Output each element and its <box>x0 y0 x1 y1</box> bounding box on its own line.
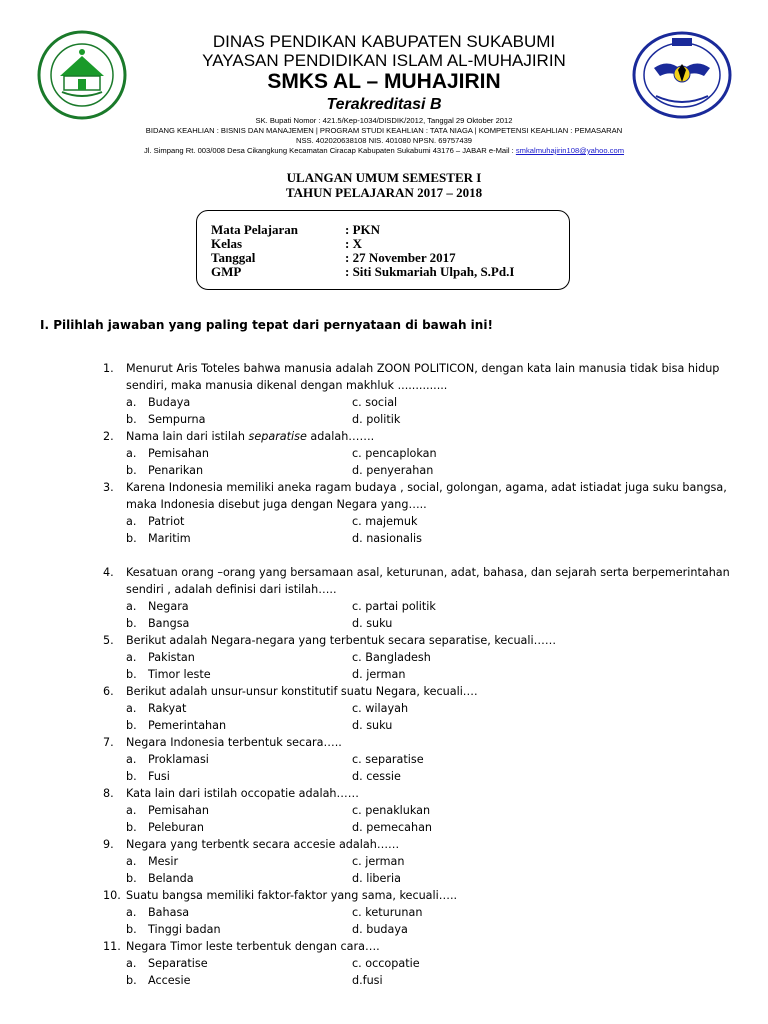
option-letter: b. <box>126 974 137 987</box>
option-d: d. jerman <box>352 668 406 681</box>
info-value: : Siti Sukmariah Ulpah, S.Pd.I <box>345 264 515 279</box>
option-b: Fusi <box>148 770 170 783</box>
option-letter: b. <box>126 923 137 936</box>
option-letter: a. <box>126 600 137 613</box>
option-c: c. keturunan <box>352 906 423 919</box>
option-a: Pemisahan <box>148 804 209 817</box>
option-a: Budaya <box>148 396 191 409</box>
question-text: Negara yang terbentk secara accesie adalah…… <box>126 838 400 851</box>
question-number: 3. <box>103 481 114 494</box>
info-label: Kelas <box>211 236 243 251</box>
school-name: SMKS AL – MUHAJIRIN <box>267 70 501 93</box>
question-term: separatise <box>248 430 307 443</box>
option-d: d. nasionalis <box>352 532 422 545</box>
question-text: Kata lain dari istilah occopatie adalah…… <box>126 787 359 800</box>
option-c: c. wilayah <box>352 702 409 715</box>
option-c: c. Bangladesh <box>352 651 431 664</box>
question-number: 11. <box>103 940 121 953</box>
info-value: : X <box>345 236 362 251</box>
option-d: d. liberia <box>352 872 401 885</box>
option-d: d. politik <box>352 413 401 426</box>
question-number: 1. <box>103 362 114 375</box>
option-d: d. penyerahan <box>352 464 434 477</box>
exam-year: TAHUN PELAJARAN 2017 – 2018 <box>285 185 483 200</box>
option-b: Accesie <box>148 974 191 987</box>
option-letter: a. <box>126 515 137 528</box>
question-number: 10. <box>103 889 121 902</box>
option-d: d. pemecahan <box>352 821 433 834</box>
question-number: 2. <box>103 430 114 443</box>
question-number: 6. <box>103 685 114 698</box>
option-letter: b. <box>126 872 137 885</box>
option-a: Negara <box>148 600 189 613</box>
option-d: d. budaya <box>352 923 408 936</box>
option-b: Maritim <box>148 532 191 545</box>
question-text: Negara Indonesia terbentuk secara….. <box>126 736 342 749</box>
option-b: Peleburan <box>148 821 204 834</box>
question-text: Negara Timor leste terbentuk dengan cara…. <box>126 940 380 953</box>
option-b: Belanda <box>148 872 194 885</box>
question-text: sendiri, maka manusia dikenal dengan makhluk .............. <box>126 379 448 392</box>
option-letter: b. <box>126 821 137 834</box>
question-text <box>126 428 374 445</box>
option-letter: b. <box>126 668 137 681</box>
option-letter: a. <box>126 702 137 715</box>
option-b: Tinggi badan <box>148 923 221 936</box>
option-b: Penarikan <box>148 464 204 477</box>
option-a: Rakyat <box>148 702 187 715</box>
option-a: Proklamasi <box>148 753 209 766</box>
question-number: 7. <box>103 736 114 749</box>
email-link[interactable]: smkalmuhajirin108@yahoo.com <box>515 146 625 155</box>
option-letter: b. <box>126 413 137 426</box>
option-letter: a. <box>126 651 137 664</box>
question-text: Suatu bangsa memiliki faktor-faktor yang sama, kecuali….. <box>126 889 458 902</box>
option-letter: a. <box>126 396 137 409</box>
question-text: Berikut adalah Negara-negara yang terbentuk secara separatise, kecuali…… <box>126 634 557 647</box>
accreditation: Terakreditasi B <box>326 96 442 113</box>
option-c: c. majemuk <box>352 515 418 528</box>
option-a: Bahasa <box>148 906 190 919</box>
address-text: Jl. Simpang Rt. 003/008 Desa Cikangkung Kecamatan Ciracap Kabupaten Sukabumi 43176 – JABAR e-Mail : <box>143 146 516 155</box>
exam-info-box <box>196 210 570 290</box>
option-c: c. pencaplokan <box>352 447 437 460</box>
registration-line: NSS. 402020638108 NIS. 401080 NPSN. 69757439 <box>295 136 473 145</box>
option-c: c. separatise <box>352 753 424 766</box>
option-d: d. suku <box>352 617 393 630</box>
option-letter: a. <box>126 447 137 460</box>
option-letter: a. <box>126 855 137 868</box>
question-number: 8. <box>103 787 114 800</box>
question-number: 4. <box>103 566 114 579</box>
option-b: Timor leste <box>148 668 211 681</box>
info-label: Mata Pelajaran <box>211 222 299 237</box>
expertise-line: BIDANG KEAHLIAN : BISNIS DAN MANAJEMEN | PROGRAM STUDI KEAHLIAN : TATA NIAGA | KOMPETENSI KEAHLIAN : PEMASARAN <box>145 126 623 135</box>
agency-name: DINAS PENDIKAN KABUPATEN SUKABUMI <box>212 32 556 51</box>
option-a: Pakistan <box>148 651 195 664</box>
option-d: d.fusi <box>352 974 383 987</box>
option-c: c. penaklukan <box>352 804 431 817</box>
exam-title: ULANGAN UMUM SEMESTER I <box>286 170 482 185</box>
question-text: Berikut adalah unsur-unsur konstitutif suatu Negara, kecuali…. <box>126 685 478 698</box>
decree-line: SK. Bupati Nomor : 421.5/Kep-1034/DISDIK/2012, Tanggal 29 Oktober 2012 <box>255 116 513 125</box>
option-a: Mesir <box>148 855 179 868</box>
option-letter: a. <box>126 906 137 919</box>
option-letter: a. <box>126 804 137 817</box>
option-b: Sempurna <box>148 413 206 426</box>
question-text-end: adalah……. <box>306 430 375 443</box>
question-text-start: Nama lain dari istilah <box>126 430 249 443</box>
info-value: : PKN <box>345 222 381 237</box>
option-b: Pemerintahan <box>148 719 227 732</box>
option-letter: b. <box>126 464 137 477</box>
question-text: Karena Indonesia memiliki aneka ragam budaya , social, golongan, agama, adat istiadat juga suku bangsa, <box>126 481 727 494</box>
question-text: maka Indonesia disebut juga dengan Negara yang….. <box>126 498 427 511</box>
option-letter: b. <box>126 617 137 630</box>
option-c: c. occopatie <box>352 957 420 970</box>
option-d: d. suku <box>352 719 393 732</box>
foundation-name: YAYASAN PENDIDIKAN ISLAM AL-MUHAJIRIN <box>202 51 566 70</box>
info-value: : 27 November 2017 <box>345 250 456 265</box>
question-text: Kesatuan orang –orang yang bersamaan asal, keturunan, adat, bahasa, dan sejarah serta berpemerintahan <box>126 566 730 579</box>
instruction: I. Pilihlah jawaban yang paling tepat dari pernyataan di bawah ini! <box>40 318 493 332</box>
option-b: Bangsa <box>148 617 190 630</box>
option-letter: b. <box>126 770 137 783</box>
option-a: Separatise <box>148 957 208 970</box>
option-letter: b. <box>126 532 137 545</box>
option-a: Pemisahan <box>148 447 209 460</box>
info-label: Tanggal <box>211 250 256 265</box>
option-letter: a. <box>126 753 137 766</box>
option-c: c. jerman <box>352 855 405 868</box>
option-d: d. cessie <box>352 770 401 783</box>
address-line <box>0 146 768 157</box>
info-label: GMP <box>211 264 242 279</box>
option-c: c. partai politik <box>352 600 436 613</box>
option-letter: a. <box>126 957 137 970</box>
option-a: Patriot <box>148 515 185 528</box>
question-number: 9. <box>103 838 114 851</box>
question-text: Menurut Aris Toteles bahwa manusia adalah ZOON POLITICON, dengan kata lain manusia tidak bisa hidup <box>126 362 720 375</box>
question-text: sendiri , adalah definisi dari istilah….. <box>126 583 337 596</box>
question-number: 5. <box>103 634 114 647</box>
option-letter: b. <box>126 719 137 732</box>
option-c: c. social <box>352 396 398 409</box>
